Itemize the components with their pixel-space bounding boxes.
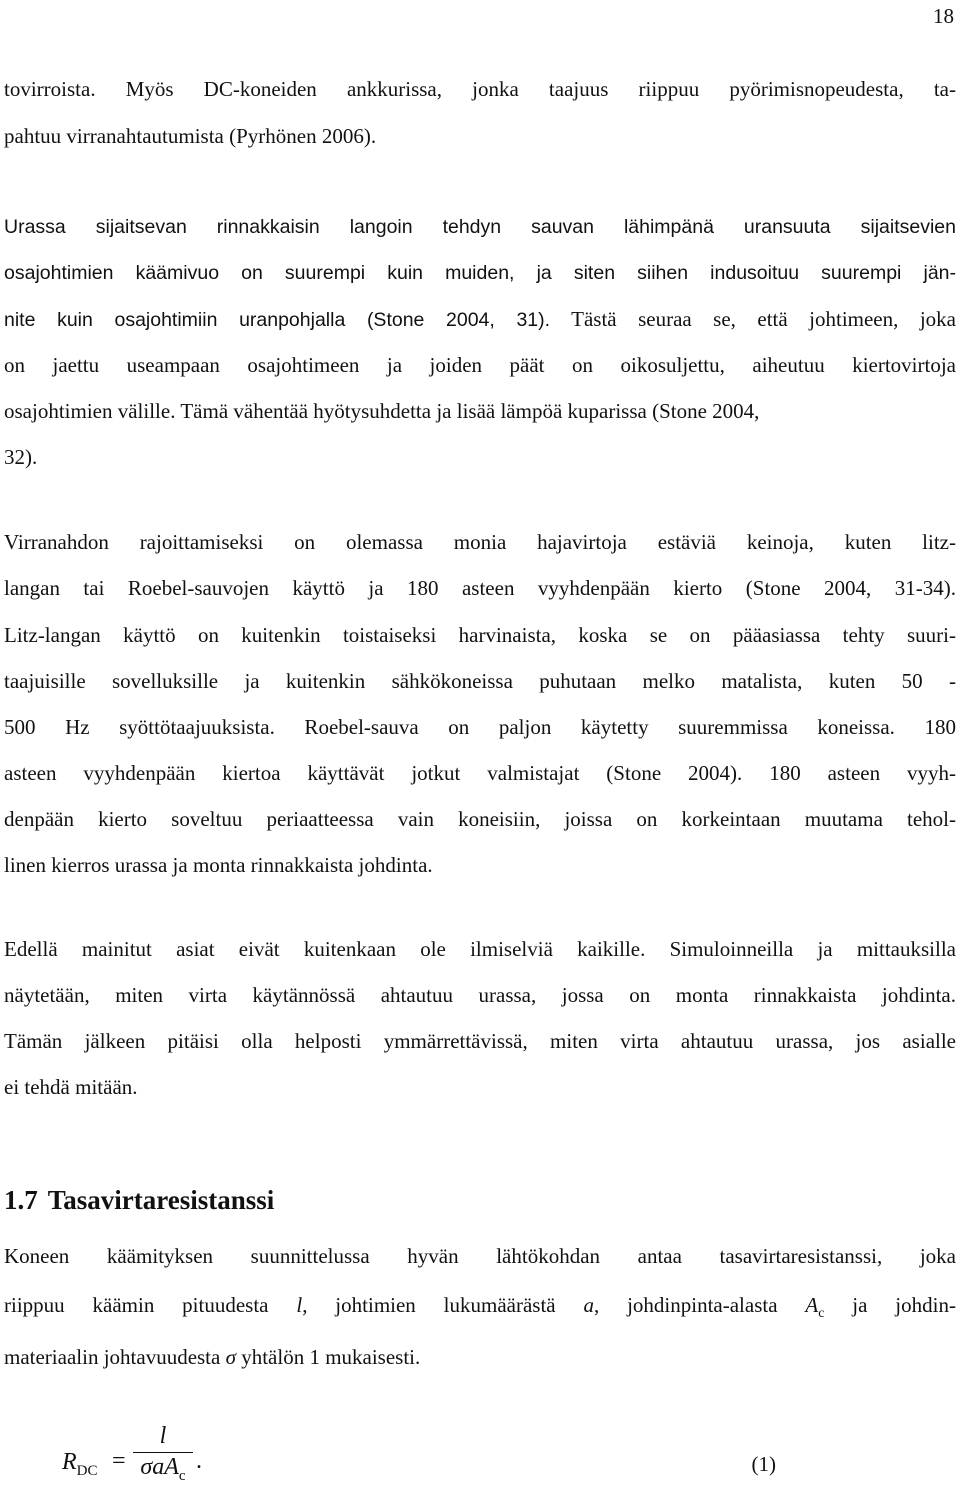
text-line (4, 1345, 956, 1369)
text-line: näytetään, miten virta käytännössä ahtautuu urassa, jossa on monta rinnakkaista johdinta. (4, 983, 956, 1007)
text-line: ei tehdä mitään. (4, 1075, 138, 1099)
resistance-subscript: DC (76, 1463, 98, 1479)
denominator-main: σaA (140, 1454, 179, 1480)
equals-sign: = (112, 1448, 126, 1474)
text-span: Tämä vähentää hyötysuhdetta ja lisää lämpöä kuparissa (Stone 2004, (175, 399, 760, 423)
text-span: ja johdin- (824, 1293, 956, 1317)
text-line: pahtuu virranahtautumista (Pyrhönen 2006). (4, 124, 377, 148)
text-line: langan tai Roebel-sauvojen käyttö ja 180 asteen vyyhdenpään kierto (Stone 2004, 31-34). (4, 576, 956, 600)
length-symbol: l (296, 1293, 303, 1317)
text-span: , johdinpinta-alasta (593, 1293, 806, 1317)
text-line: tovirroista. Myös DC-koneiden ankkurissa, jonka taajuus riippuu pyörimisnopeudesta, ta- (4, 77, 956, 101)
fraction (133, 1422, 193, 1484)
section-title: Tasavirtaresistanssi (47, 1185, 275, 1215)
section-heading (4, 1184, 274, 1216)
text-span: , johtimien lukumäärästä (302, 1293, 584, 1317)
equation-number: (1) (751, 1452, 776, 1476)
numerator: l (159, 1423, 167, 1449)
text-line (4, 1293, 956, 1321)
text-line: Urassa sijaitsevan rinnakkaisin langoin tehdyn sauvan lähimpänä uransuuta sijaitsevien (4, 216, 956, 238)
resistance-symbol: R (62, 1449, 77, 1475)
text-span: riippuu käämin pituudesta (4, 1293, 297, 1317)
text-line: asteen vyyhdenpään kiertoa käyttävät jotkut valmistajat (Stone 2004). 180 asteen vyyh- (4, 761, 956, 785)
text-line: taajuisille sovelluksille ja kuitenkin sähkökoneissa puhutaan melko matalista, kuten 50 - (4, 669, 956, 693)
text-line: Tämän jälkeen pitäisi olla helposti ymmärrettävissä, miten virta ahtautuu urassa, jos asialle (4, 1029, 956, 1053)
text-line: 32). (4, 445, 38, 469)
conductivity-symbol: σ (225, 1345, 236, 1369)
text-line: linen kierros urassa ja monta rinnakkaista johdinta. (4, 853, 433, 877)
text-span: yhtälön 1 mukaisesti. (235, 1345, 421, 1369)
text-line: osajohtimien käämivuo on suurempi kuin muiden, ja siten siihen indusoituu suurempi jän- (4, 262, 956, 284)
section-number: 1.7 (4, 1185, 38, 1215)
equation-period: . (196, 1448, 202, 1474)
text-line: denpään kierto soveltuu periaatteessa vain koneisiin, joissa on korkeintaan muutama tehol- (4, 807, 956, 831)
page-number: 18 (933, 4, 954, 28)
area-symbol: A (805, 1293, 819, 1317)
equation-lhs (62, 1448, 98, 1479)
text-span: Tästä seuraa se, että johtimeen, joka (550, 307, 956, 331)
text-line (4, 399, 956, 423)
text-line: Litz-langan käyttö on kuitenkin toistaiseksi harvinaista, koska se on pääasiassa tehty suuri- (4, 623, 956, 647)
text-line (4, 307, 956, 332)
denominator (133, 1453, 193, 1484)
text-span: nite kuin osajohtimiin uranpohjalla (Stone 2004, 31). (4, 309, 551, 331)
text-line: Edellä mainitut asiat eivät kuitenkaan ole ilmiselviä kaikille. Simuloinneilla ja mittauksilla (4, 937, 956, 961)
text-line: Koneen käämityksen suunnittelussa hyvän lähtökohdan antaa tasavirtaresistanssi, joka (4, 1244, 956, 1268)
conductor-count-symbol: a (583, 1293, 594, 1317)
text-line: 500 Hz syöttötaajuuksista. Roebel-sauva on paljon käytetty suuremmissa koneissa. 180 (4, 715, 956, 739)
text-span: materiaalin johtavuudesta (4, 1345, 226, 1369)
text-span: osajohtimien välille. (4, 399, 176, 423)
area-subscript: c (818, 1306, 825, 1321)
denominator-subscript: c (178, 1468, 186, 1484)
text-line: Virranahdon rajoittamiseksi on olemassa monia hajavirtoja estäviä keinoja, kuten litz- (4, 530, 956, 554)
text-line: on jaettu useampaan osajohtimeen ja joiden päät on oikosuljettu, aiheutuu kiertovirtoja (4, 353, 956, 377)
